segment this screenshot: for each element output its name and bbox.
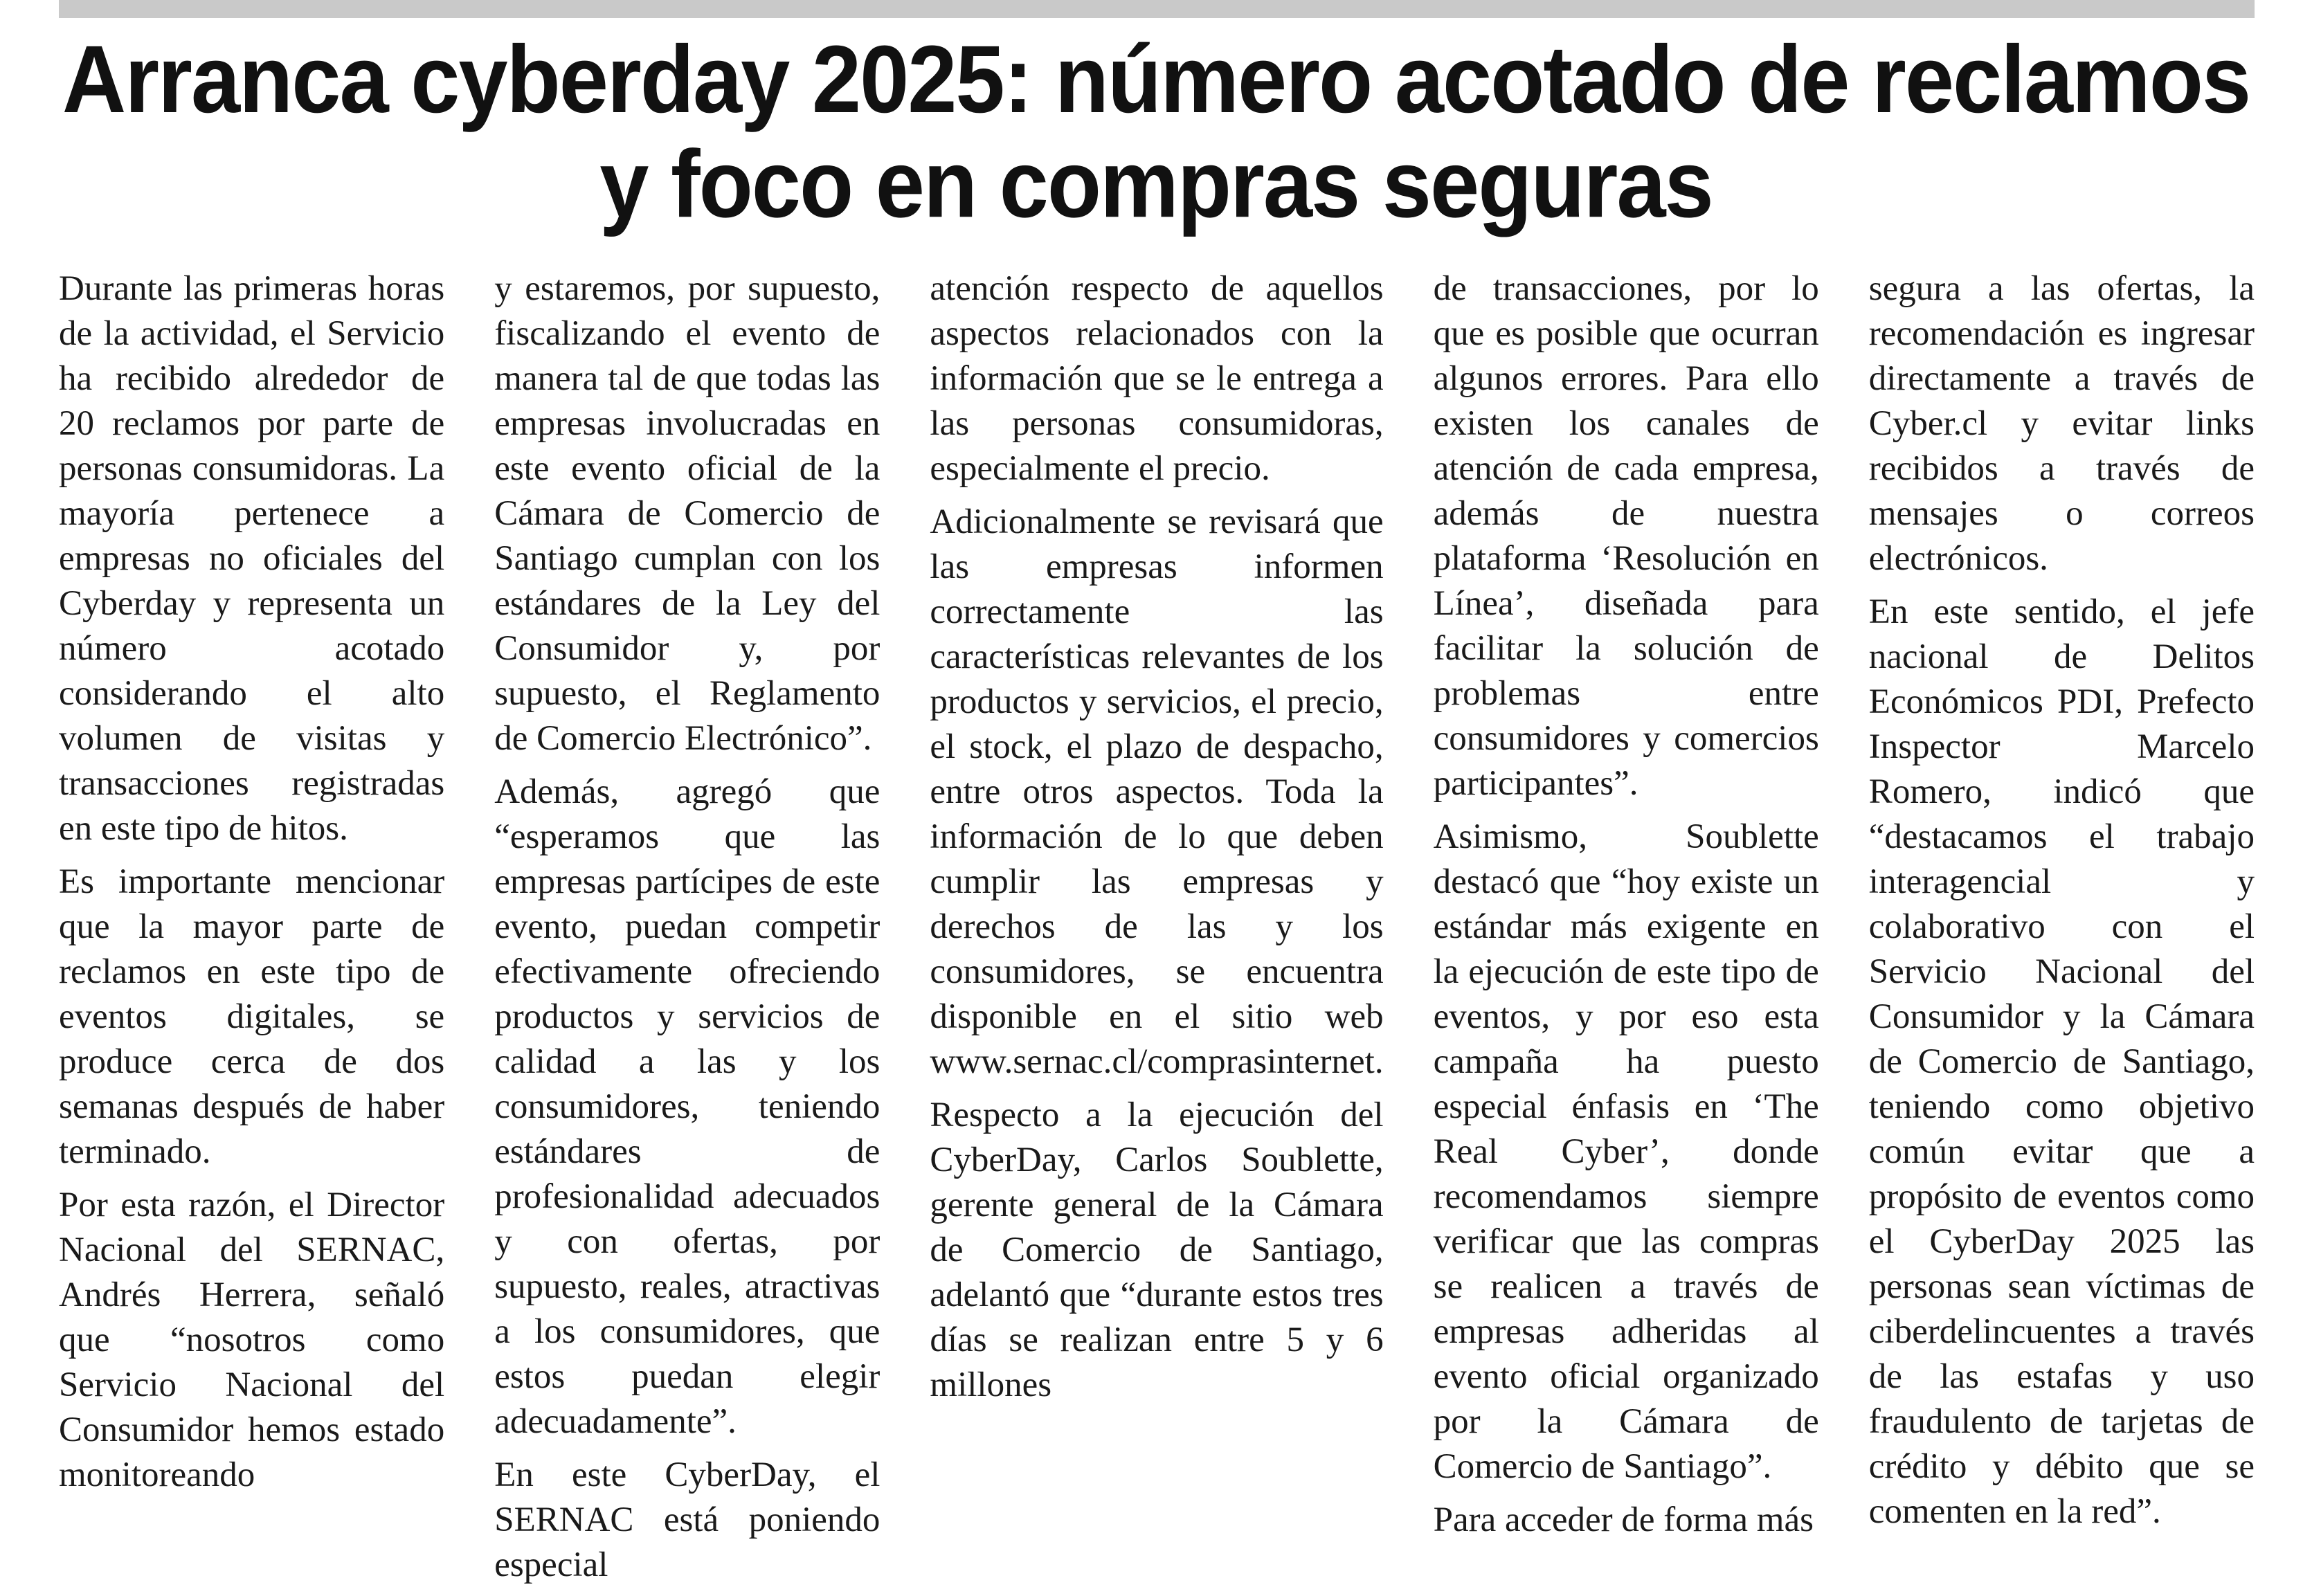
paragraph: segura a las ofertas, la recomendación es ingresar directamente a través de Cyber.cl y evitar links recibidos a través de mensajes o correos electrónicos. (1868, 269, 2255, 578)
top-divider-bar (59, 0, 2255, 18)
article-column-5 (1869, 266, 2255, 1596)
article-headline: Arranca cyberday 2025: número acotado de reclamos y foco en compras seguras (62, 26, 2250, 238)
paragraph: En este sentido, el jefe nacional de Delitos Económicos PDI, Prefecto Inspector Marcelo Romero, indicó que “destacamos el trabajo interagencial y colaborativo con el Servicio Nacional del Consumidor y la Cámara de Comercio de Santiago, teniendo como objetivo común evitar que a propósito de eventos como el CyberDay 2025 las personas sean víctimas de ciberdelincuentes a través de las estafas y uso fraudulento de tarjetas de crédito y débito que se comenten en la red”. (1868, 592, 2255, 1531)
paragraph: Es importante mencionar que la mayor parte de reclamos en este tipo de eventos digitales, se produce cerca de dos semanas después de haber terminado. (59, 862, 445, 1171)
paragraph: de transacciones, por lo que es posible que ocurran algunos errores. Para ello existen los canales de atención de cada empresa, además de nuestra plataforma ‘Resolución en Línea’, diseñada para facilitar la solución de problemas entre consumidores y comercios participantes”. (1433, 269, 1819, 803)
article-column-3 (930, 266, 1383, 1596)
paragraph: Respecto a la ejecución del CyberDay, Carlos Soublette, gerente general de la Cámara de Comercio de Santiago, adelantó que “durante estos tres días se realizan entre 5 y 6 millones (930, 1096, 1384, 1404)
paragraph: Adicionalmente se revisará que las empresas informen correctamente las características relevantes de los productos y servicios, el precio, el stock, el plazo de despacho, entre otros aspectos. Toda la información de lo que deben cumplir las empresas y derechos de las y los consumidores, se encuentra disponible en el sitio web www.sernac.cl/comprasinternet. (930, 502, 1384, 1081)
paragraph: Además, agregó que “esperamos que las empresas partícipes de este evento, puedan competir efectivamente ofreciendo productos y servicios de calidad a las y los consumidores, teniendo estándares de profesionalidad adecuados y con ofertas, por supuesto, reales, atractivas a los consumidores, que estos puedan elegir adecuadamente”. (494, 772, 880, 1441)
paragraph: Para acceder de forma más (1433, 1500, 1814, 1539)
paragraph: y estaremos, por supuesto, fiscalizando el evento de manera tal de que todas las empresas involucradas en este evento oficial de la Cámara de Comercio de Santiago cumplan con los estándares de la Ley del Consumidor y, por supuesto, el Reglamento de Comercio Electrónico”. (494, 269, 880, 758)
article-body (59, 266, 2255, 1584)
paragraph: Durante las primeras horas de la actividad, el Servicio ha recibido alrededor de 20 reclamos por parte de personas consumidoras. La mayoría pertenece a empresas no oficiales del Cyberday y representa un número acotado considerando el alto volumen de visitas y transacciones registradas en este tipo de hitos. (59, 269, 445, 848)
paragraph: En este CyberDay, el SERNAC está poniendo especial (494, 1456, 880, 1584)
paragraph: Asimismo, Soublette destacó que “hoy existe un estándar más exigente en la ejecución de este tipo de eventos, y por eso esta campaña ha puesto especial énfasis en ‘The Real Cyber’, donde recomendamos siempre verificar que las compras se realicen a través de empresas adheridas al evento oficial organizado por la Cámara de Comercio de Santiago”. (1433, 817, 1819, 1486)
article-column-4 (1434, 266, 1819, 1596)
article-column-1 (59, 266, 444, 1596)
article-column-2 (494, 266, 880, 1596)
paragraph: atención respecto de aquellos aspectos relacionados con la información que se le entrega a las personas consumidoras, especialmente el precio. (930, 269, 1384, 488)
paragraph: Por esta razón, el Director Nacional del SERNAC, Andrés Herrera, señaló que “nosotros como Servicio Nacional del Consumidor hemos estado monitoreando (59, 1186, 445, 1494)
